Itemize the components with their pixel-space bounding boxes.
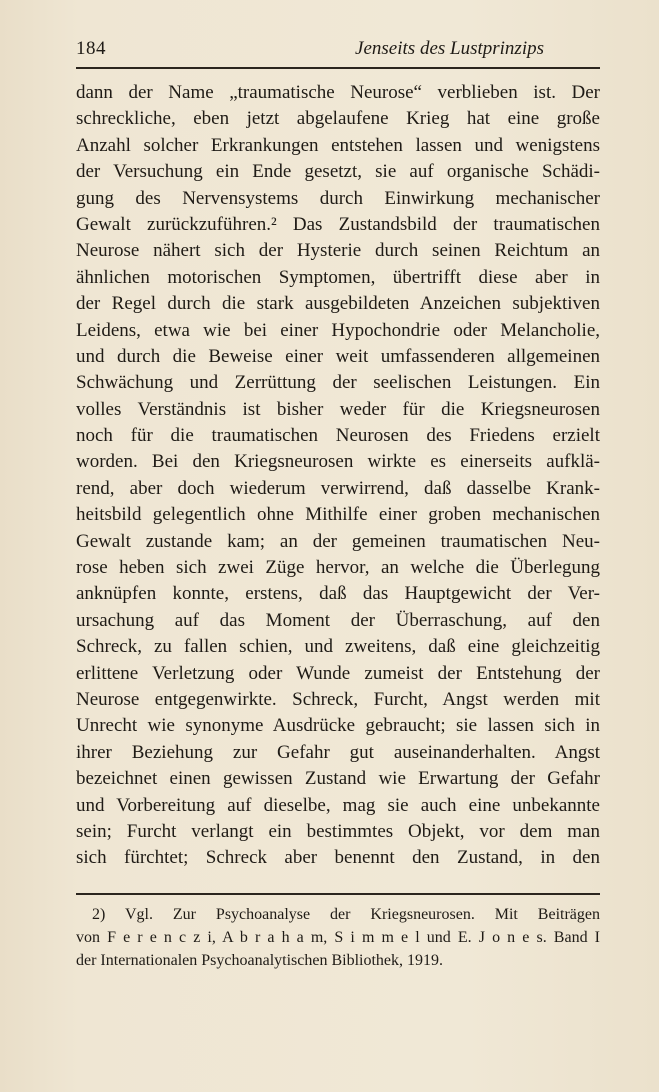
text-line: volles Verständnis ist bisher weder für die Kriegsneurosen xyxy=(76,398,600,420)
text-line: der Versuchung ein Ende gesetzt, sie auf organische Schädi- xyxy=(76,161,600,183)
text-line: heitsbild gelegentlich ohne Mithilfe einer groben mechanischen xyxy=(76,504,600,526)
footnote-line: der Internationalen Psychoanalytischen Bibliothek, 1919. xyxy=(76,952,444,969)
header-rule xyxy=(76,67,600,69)
text-line: dann der Name „traumatische Neurose“ verblieben ist. Der xyxy=(76,82,600,103)
text-line: anknüpfen konnte, erstens, daß das Hauptgewicht der Ver- xyxy=(76,583,600,605)
text-line: ihrer Beziehung zur Gefahr gut auseinanderhalten. Angst xyxy=(76,741,600,763)
footnote xyxy=(76,903,600,972)
text-line: Anzahl solcher Erkrankungen entstehen lassen und wenigstens xyxy=(76,134,600,156)
text-line: und durch die Beweise einer weit umfassenderen allgemeinen xyxy=(76,345,600,367)
text-line: ähnlichen motorischen Symptomen, übertrifft diese aber in xyxy=(76,266,600,288)
text-line: Gewalt zustande kam; an der gemeinen traumatischen Neu- xyxy=(76,530,600,552)
text-line: rose heben sich zwei Züge hervor, an welche die Überlegung xyxy=(76,557,600,579)
text-line: gung des Nervensystems durch Einwirkung mechanischer xyxy=(76,187,600,209)
text-line: und Vorbereitung auf dieselbe, mag sie auch eine unbekannte xyxy=(76,794,600,816)
text-line: Unrecht wie synonyme Ausdrücke gebraucht; sie lassen sich in xyxy=(76,715,600,737)
text-line: Schwächung und Zerrüttung der seelischen Leistungen. Ein xyxy=(76,372,600,394)
page-header xyxy=(76,38,600,66)
text-line: noch für die traumatischen Neurosen des Friedens erzielt xyxy=(76,425,600,447)
text-line: bezeichnet einen gewissen Zustand wie Erwartung der Gefahr xyxy=(76,768,600,790)
text-line: Neurose nähert sich der Hysterie durch seinen Reichtum an xyxy=(76,240,600,262)
footnote-line: von F e r e n c z i, A b r a h a m, S i m m e l und E. J o n e s. Band I xyxy=(76,929,600,946)
text-line: Schreck, zu fallen schien, und zweitens, daß eine gleichzeitig xyxy=(76,636,600,658)
text-line: Gewalt zurückzuführen.² Das Zustandsbild der traumatischen xyxy=(76,213,600,235)
text-line: schreckliche, eben jetzt abgelaufene Krieg hat eine große xyxy=(76,108,600,130)
text-line: sein; Furcht verlangt ein bestimmtes Objekt, vor dem man xyxy=(76,820,600,842)
text-line: rend, aber doch wiederum verwirrend, daß dasselbe Krank- xyxy=(76,477,600,499)
body-text xyxy=(76,80,600,872)
page-number: 184 xyxy=(76,38,106,59)
text-line: der Regel durch die stark ausgebildeten Anzeichen subjektiven xyxy=(76,293,600,315)
footnote-rule xyxy=(76,893,600,895)
text-line: Neurose entgegenwirkte. Schreck, Furcht, Angst werden mit xyxy=(76,688,600,710)
running-title: Jenseits des Lustprinzips xyxy=(355,38,544,59)
text-line: ursachung auf das Moment der Überraschung, auf den xyxy=(76,609,600,631)
text-line: worden. Bei den Kriegsneurosen wirkte es einerseits aufklä- xyxy=(76,451,600,473)
text-line: sich fürchtet; Schreck aber benennt den Zustand, in den xyxy=(76,847,600,869)
text-line: erlittene Verletzung oder Wunde zumeist der Entstehung der xyxy=(76,662,600,684)
text-line: Leidens, etwa wie bei einer Hypochondrie oder Melancholie, xyxy=(76,319,600,341)
footnote-line: 2) Vgl. Zur Psychoanalyse der Kriegsneurosen. Mit Beiträgen xyxy=(92,906,600,923)
